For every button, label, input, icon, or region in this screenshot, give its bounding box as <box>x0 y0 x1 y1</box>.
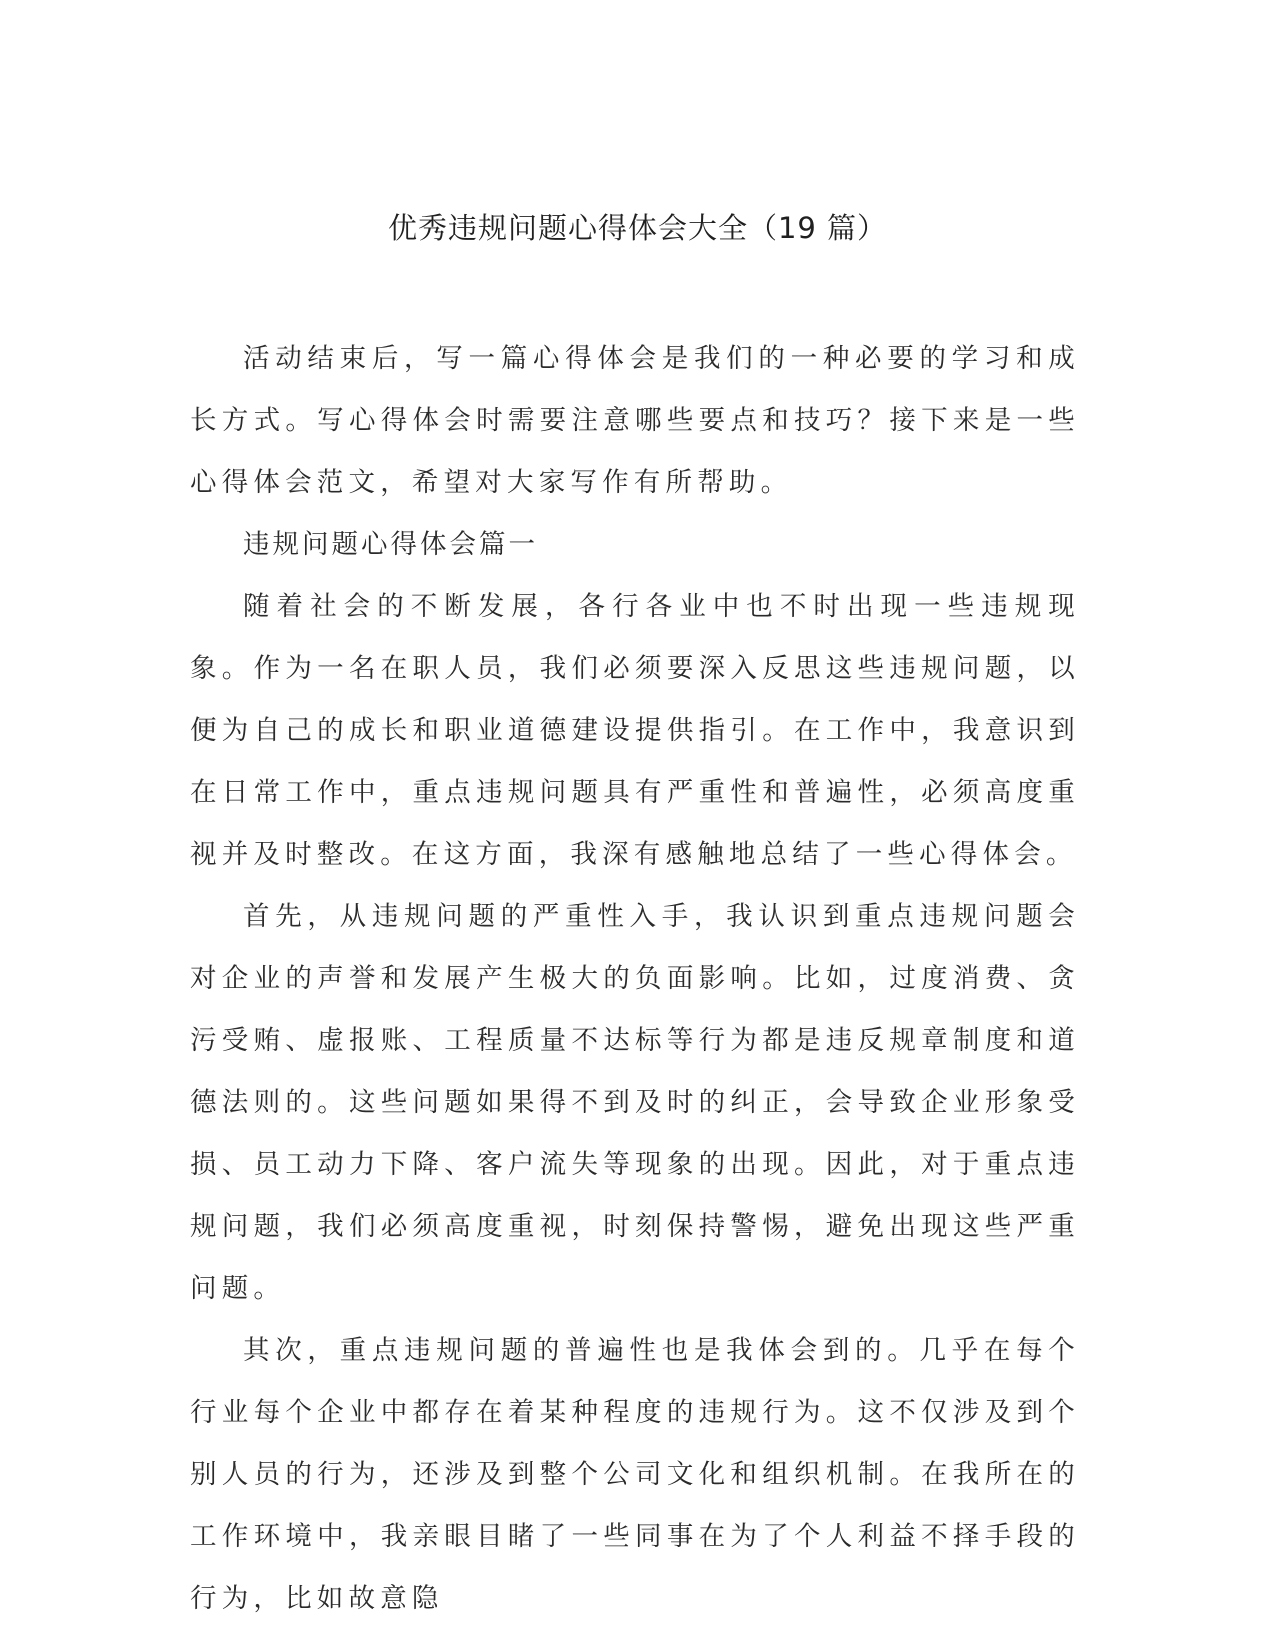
body-paragraph: 随着社会的不断发展，各行各业中也不时出现一些违规现象。作为一名在职人员，我们必须要深入反思这些违规问题，以便为自己的成长和职业道德建设提供指引。在工作中，我意识到在日常工作中，重点违规问题具有严重性和普遍性，必须高度重视并及时整改。在这方面，我深有感触地总结了一些心得体会。 <box>190 591 1080 870</box>
document-title: 优秀违规问题心得体会大全（19 篇） <box>387 211 888 245</box>
section-heading: 违规问题心得体会篇一 <box>243 529 538 560</box>
body-paragraph: 首先，从违规问题的严重性入手，我认识到重点违规问题会对企业的声誉和发展产生极大的负面影响。比如，过度消费、贪污受贿、虚报账、工程质量不达标等行为都是违反规章制度和道德法则的。这些问题如果得不到及时的纠正，会导致企业形象受损、员工动力下降、客户流失等现象的出现。因此，对于重点违规问题，我们必须高度重视，时刻保持警惕，避免出现这些严重问题。 <box>190 901 1080 1304</box>
document-body <box>190 328 1080 1630</box>
intro-paragraph: 活动结束后，写一篇心得体会是我们的一种必要的学习和成长方式。写心得体会时需要注意哪些要点和技巧？接下来是一些心得体会范文，希望对大家写作有所帮助。 <box>190 343 1080 498</box>
body-paragraph: 其次，重点违规问题的普遍性也是我体会到的。几乎在每个行业每个企业中都存在着某种程度的违规行为。这不仅涉及到个别人员的行为，还涉及到整个公司文化和组织机制。在我所在的工作环境中，我亲眼目睹了一些同事在为了个人利益不择手段的行为，比如故意隐 <box>190 1335 1080 1614</box>
